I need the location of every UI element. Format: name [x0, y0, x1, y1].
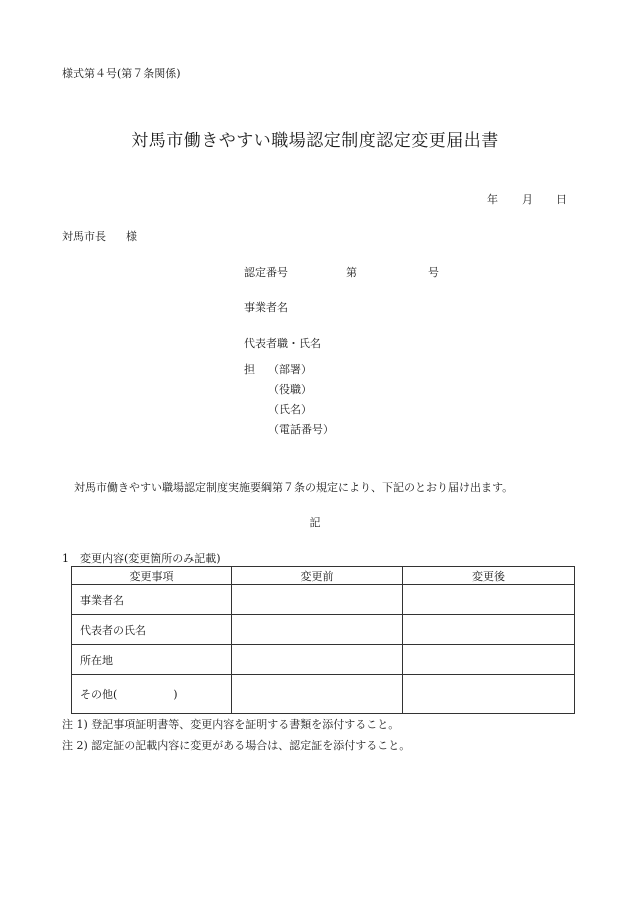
- note-1: 注 1) 登記事項証明書等、変更内容を証明する書類を添付すること。: [62, 718, 400, 731]
- note-2: 注 2) 認定証の記載内容に変更がある場合は、認定証を添付すること。: [62, 739, 411, 752]
- table-header-row: [72, 567, 575, 585]
- column-header-item: 変更事項: [72, 567, 232, 585]
- row-label-other: [72, 675, 232, 714]
- table-row: [72, 615, 575, 645]
- change-table: [71, 566, 575, 714]
- certification-number-suffix: 号: [428, 266, 439, 279]
- contact-name-label: （氏名）: [268, 403, 312, 416]
- addressee-honorific: 様: [126, 230, 137, 243]
- cell-after-representative[interactable]: [403, 615, 575, 645]
- contact-title-label: （役職）: [268, 383, 312, 396]
- contact-phone-label: （電話番号）: [268, 423, 334, 436]
- ki-heading: 記: [309, 516, 321, 529]
- other-open-label: その他(: [80, 688, 118, 701]
- cell-before-address[interactable]: [232, 645, 403, 675]
- other-close-label: ): [173, 688, 178, 701]
- cell-after-other[interactable]: [403, 675, 575, 714]
- table-row: [72, 585, 575, 615]
- cell-after-business-name[interactable]: [403, 585, 575, 615]
- cell-before-representative[interactable]: [232, 615, 403, 645]
- page-title: 対馬市働きやすい職場認定制度認定変更届出書: [131, 131, 499, 151]
- addressee-name: 対馬市長: [62, 230, 106, 243]
- cell-after-address[interactable]: [403, 645, 575, 675]
- date-day-label: 日: [556, 193, 567, 206]
- row-label-business-name: 事業者名: [72, 585, 232, 615]
- column-header-after: 変更後: [403, 567, 575, 585]
- date-month-label: 月: [522, 193, 533, 206]
- cell-before-business-name[interactable]: [232, 585, 403, 615]
- section-heading: 1 変更内容(変更箇所のみ記載): [62, 552, 221, 565]
- statement-text: 対馬市働きやすい職場認定制度実施要綱第７条の規定により、下記のとおり届け出ます。: [74, 481, 514, 494]
- date-year-label: 年: [487, 193, 498, 206]
- form-number: 様式第４号(第７条関係): [62, 67, 181, 80]
- column-header-before: 変更前: [232, 567, 403, 585]
- contact-department-label: （部署）: [268, 363, 312, 376]
- representative-label: 代表者職・氏名: [244, 337, 321, 350]
- business-name-label: 事業者名: [244, 301, 288, 314]
- row-label-representative: 代表者の氏名: [72, 615, 232, 645]
- table-row: [72, 645, 575, 675]
- certification-number-prefix: 第: [346, 266, 357, 279]
- table-row: [72, 675, 575, 714]
- cell-before-other[interactable]: [232, 675, 403, 714]
- addressee: [62, 228, 137, 244]
- row-label-address: 所在地: [72, 645, 232, 675]
- contact-label: 担: [244, 363, 255, 376]
- certification-number-label: 認定番号: [244, 266, 288, 279]
